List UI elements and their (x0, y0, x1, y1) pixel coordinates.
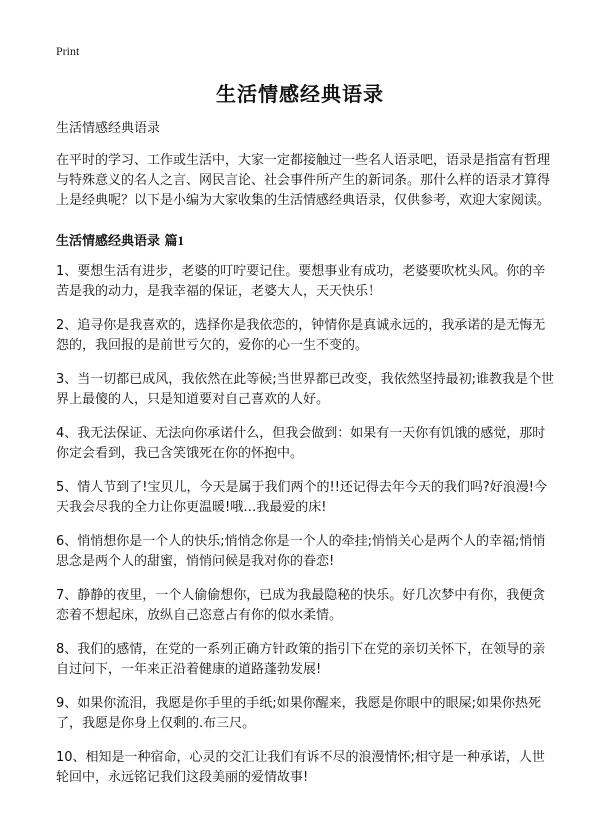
quote-entry: 10、相知是一种宿命，心灵的交汇让我们有诉不尽的浪漫情怀;相守是一种承诺，人世轮回中，永远铭记我们这段美丽的爱情故事! (56, 750, 545, 785)
print-link[interactable]: Print (56, 44, 80, 58)
quote-entry: 4、我无法保证、无法向你承诺什么，但我会做到：如果有一天你有饥饿的感觉，那时你定会看到，我已含笑饿死在你的怀抱中。 (56, 426, 546, 461)
intro-paragraph: 在平时的学习、工作或生活中，大家一定都接触过一些名人语录吧，语录是指富有哲理与特殊意义的名人之言、网民言论、社会事件所产生的新词条。那什么样的语录才算得上是经典呢？以下是小编为大家收集的生活情感经典语录，仅供参考，欢迎大家阅读。 (56, 153, 551, 208)
quote-entry: 6、悄悄想你是一个人的快乐;悄悄念你是一个人的牵挂;悄悄关心是两个人的幸福;悄悄思念是两个人的甜蜜，悄悄问候是我对你的眷恋! (56, 534, 546, 569)
document-subtitle: 生活情感经典语录 (56, 121, 161, 136)
quote-entry: 1、要想生活有进步，老婆的叮咛要记住。要想事业有成功，老婆要吹枕头风。你的辛苦是我的动力，是我幸福的保证，老婆大人，天天快乐！ (56, 264, 546, 299)
document-body (56, 119, 556, 802)
quote-entry: 5、情人节到了!宝贝儿，今天是属于我们两个的!!还记得去年今天的我们吗?好浪漫!今天我会尽我的全力让你更温暖!哦…我最爱的床! (56, 480, 548, 515)
quote-entry: 7、静静的夜里，一个人偷偷想你，已成为我最隐秘的快乐。好几次梦中有你，我便贪恋着不想起床，放纵自己恣意占有你的似水柔情。 (56, 588, 546, 623)
quote-entry: 9、如果你流泪，我愿是你手里的手纸;如果你醒来，我愿是你眼中的眼屎;如果你热死了，我愿是你身上仅剩的.布三尺。 (56, 696, 542, 731)
section-heading-text: 生活情感经典语录 (56, 234, 161, 249)
quote-entry: 8、我们的感情，在党的一系列正确方针政策的指引下在党的亲切关怀下，在领导的亲自过问下，一年来正沿着健康的道路蓬勃发展! (56, 642, 546, 677)
quote-entry: 2、追寻你是我喜欢的，选择你是我依恋的，钟情你是真诚永远的，我承诺的是无悔无怨的，我回报的是前世亏欠的，爱你的心一生不变的。 (56, 318, 546, 353)
page-title: 生活情感经典语录 (216, 82, 384, 106)
quote-entry: 3、当一切都已成风，我依然在此等候;当世界都已改变，我依然坚持最初;谁教我是个世界上最傻的人，只是知道要对自己喜欢的人好。 (56, 372, 555, 407)
section-heading (56, 231, 556, 252)
section-heading-suffix: 篇1 (164, 233, 185, 248)
